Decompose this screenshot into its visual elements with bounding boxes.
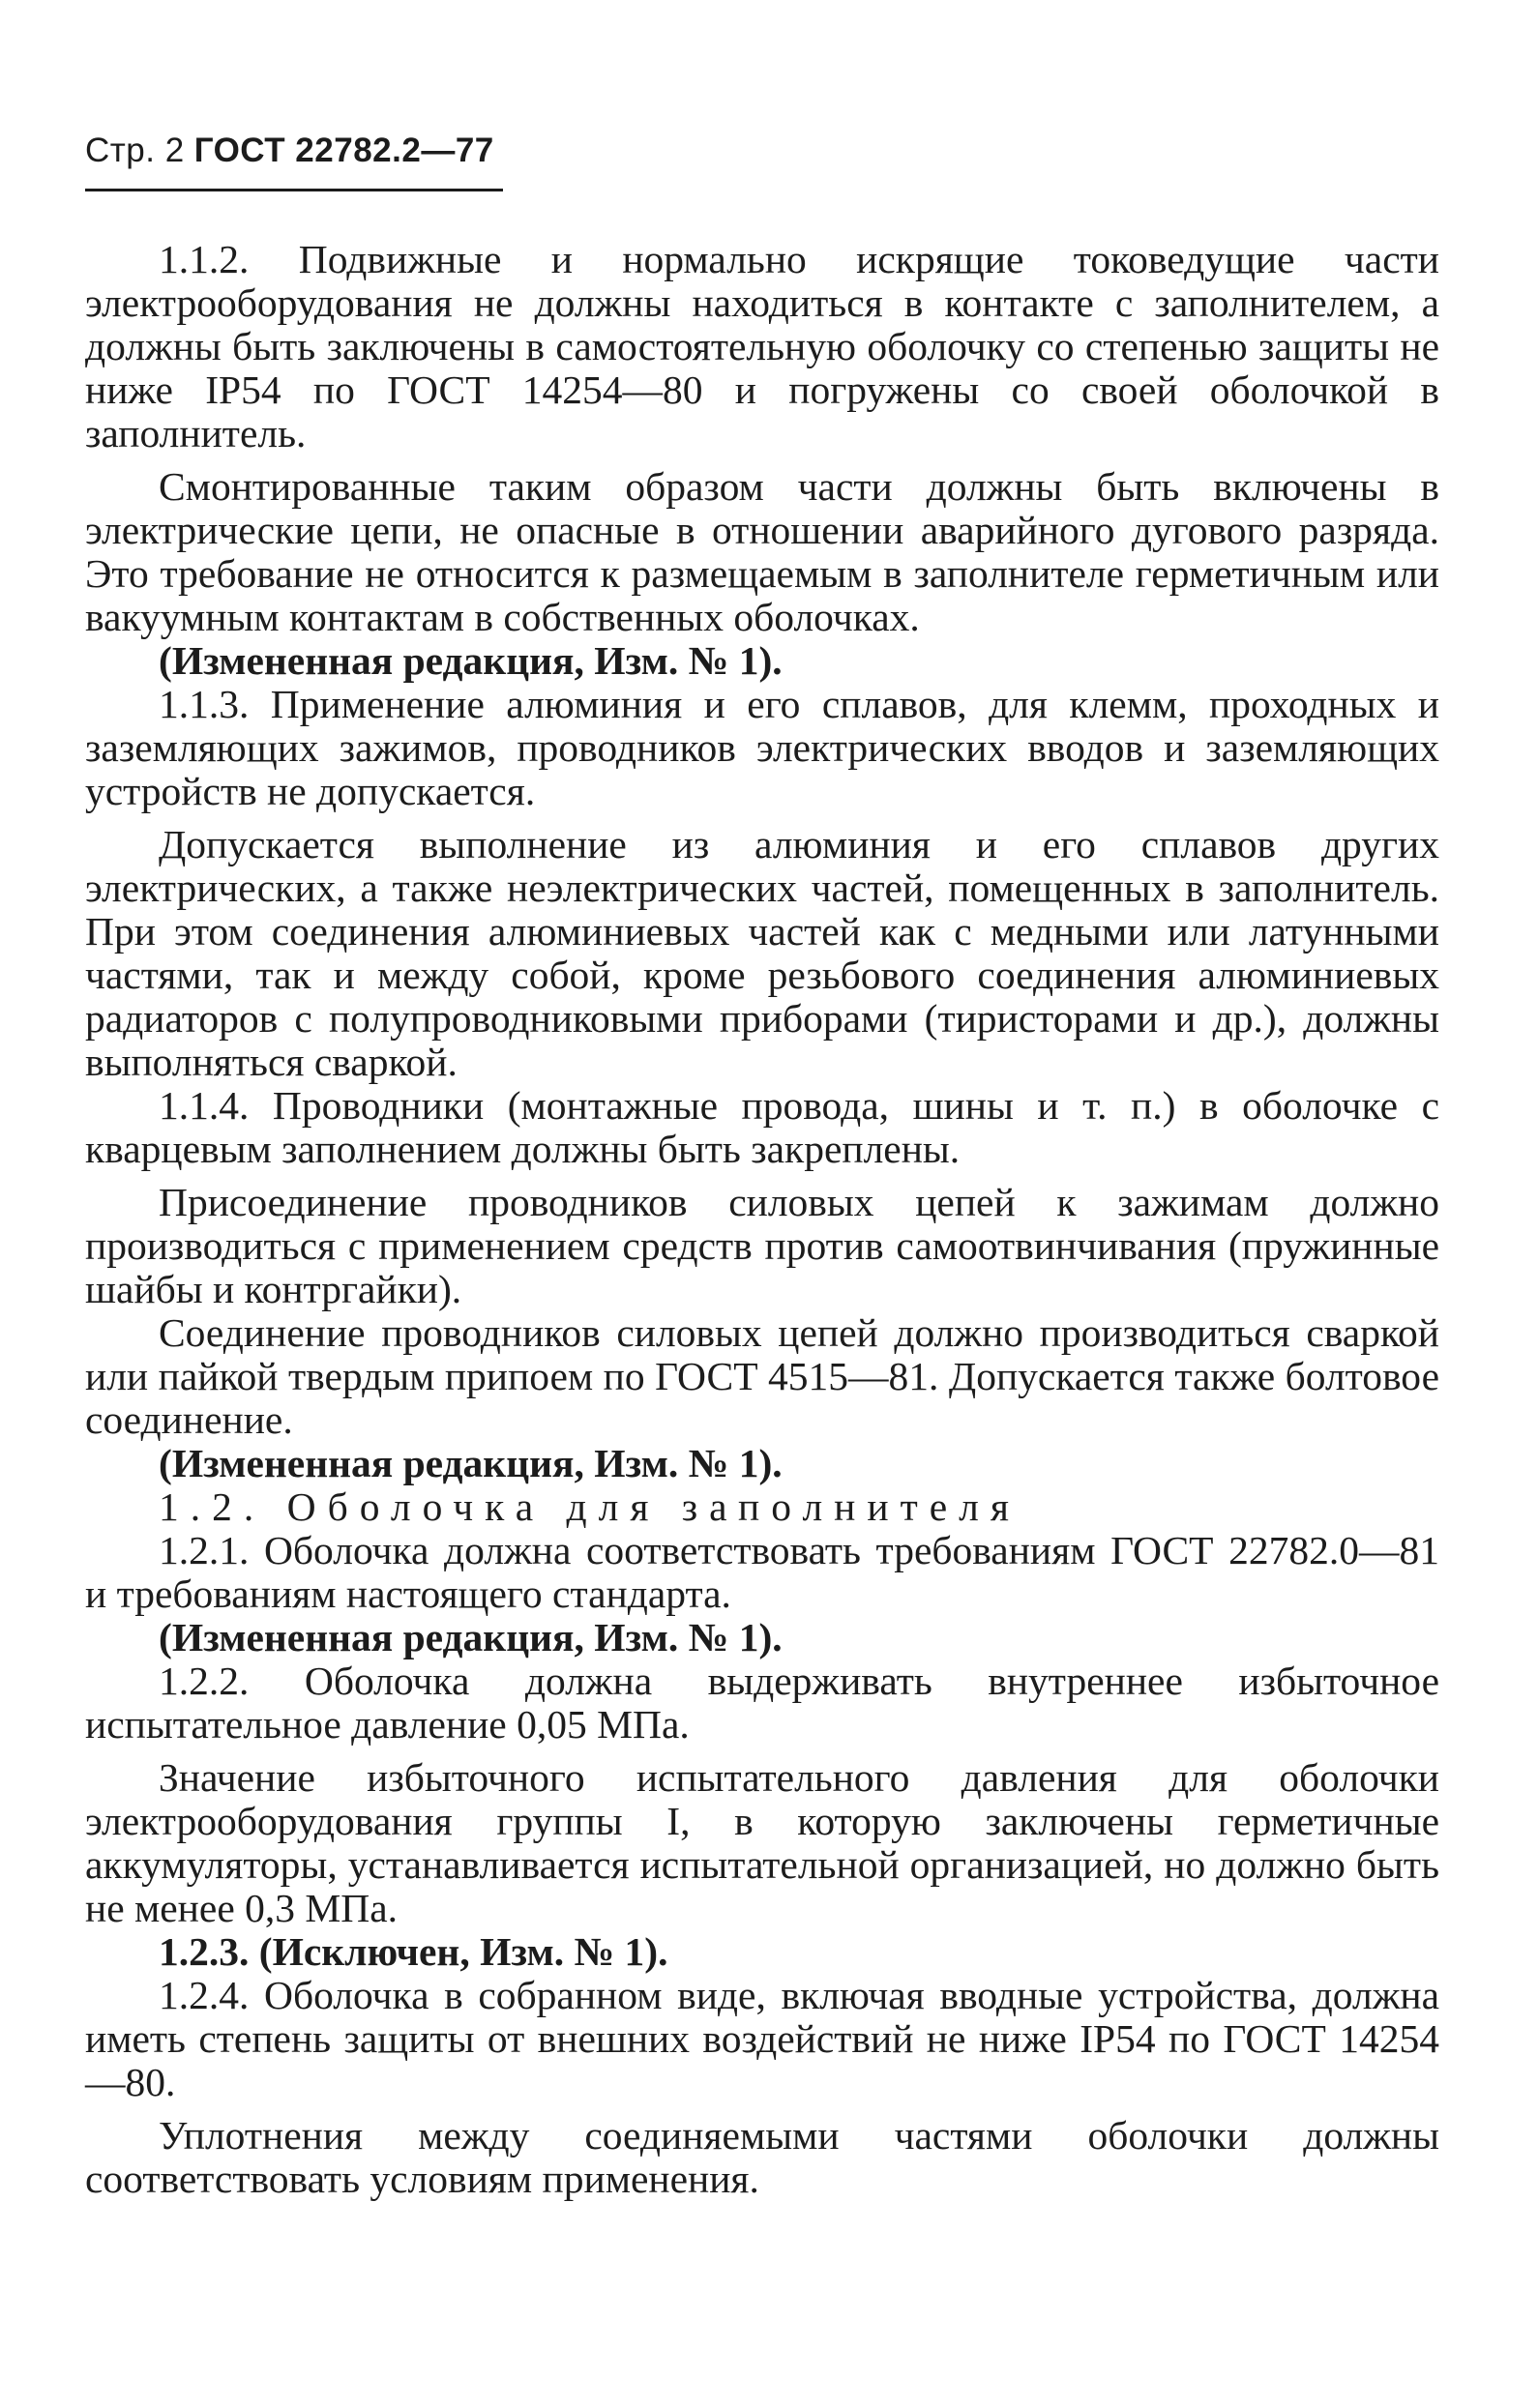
amendment-note: (Измененная редакция, Изм. № 1). — [159, 1441, 783, 1485]
amendment-note: (Измененная редакция, Изм. № 1). — [159, 1615, 783, 1659]
paragraph-1-2-4: 1.2.4. Оболочка в собранном виде, включая вводные устройства, должна иметь степень защиты от внешних воздействий не ниже IP54 по ГОСТ 14254—80. — [85, 1973, 1439, 2104]
paragraph-welding: Соединение проводников силовых цепей должно производиться сваркой или пайкой твердым припоем по ГОСТ 4515—81. Допускается также болтовое соединение. — [85, 1310, 1439, 1442]
paragraph-1-1-2: 1.1.2. Подвижные и нормально искрящие токоведущие части электрооборудования не должны находиться в контакте с заполнителем, а должны быть заключены в самостоятельную оболочку со степенью защиты не ниже IP54 по ГОСТ 14254—80 и погружены со своей оболочкой в заполнитель. — [85, 237, 1439, 455]
document-body — [85, 238, 1439, 2201]
paragraph-seals: Уплотнения между соединяемыми частями оболочки должны соответствовать условиям применения. — [85, 2113, 1439, 2201]
standard-number: ГОСТ 22782.2—77 — [193, 132, 494, 169]
amendment-note: (Измененная редакция, Изм. № 1). — [159, 638, 783, 683]
paragraph-test-pressure: Значение избыточного испытательного давления для оболочки электрооборудования группы I, в которую заключены герметичные аккумуляторы, устанавливается испытательной организацией, но должно быть не менее 0,3 МПа. — [85, 1755, 1439, 1930]
paragraph-conductor-connection: Присоединение проводников силовых цепей к зажимам должно производиться с применением средств против самоотвинчивания (пружинные шайбы и контргайки). — [85, 1180, 1439, 1311]
paragraph-aluminium-allowed: Допускается выполнение из алюминия и его сплавов других электрических, а также неэлектрических частей, помещенных в заполнитель. При этом соединения алюминиевых частей как с медными или латунными частями, так и между собой, кроме резьбового соединения алюминиевых радиаторов с полупроводниковыми приборами (тиристорами и др.), должны выполняться сваркой. — [85, 822, 1439, 1084]
section-heading-1-2: 1.2. Оболочка для заполнителя — [159, 1484, 1020, 1529]
paragraph-1-2-3: 1.2.3. (Исключен, Изм. № 1). — [159, 1929, 668, 1974]
paragraph-mounted-parts: Смонтированные таким образом части должны быть включены в электрические цепи, не опасные в отношении аварийного дугового разряда. Это требование не относится к размещаемым в заполнителе герметичным или вакуумным контактам в собственных оболочках. — [85, 464, 1439, 639]
paragraph-1-2-2: 1.2.2. Оболочка должна выдерживать внутреннее избыточное испытательное давление 0,05 МПа. — [85, 1659, 1439, 1747]
paragraph-1-1-3: 1.1.3. Применение алюминия и его сплавов, для клемм, проходных и заземляющих зажимов, проводников электрических вводов и заземляющих устройств не допускается. — [85, 682, 1439, 813]
paragraph-1-1-4: 1.1.4. Проводники (монтажные провода, шины и т. п.) в оболочке с кварцевым заполнением должны быть закреплены. — [85, 1083, 1439, 1171]
header-rule — [85, 189, 503, 191]
paragraph-1-2-1: 1.2.1. Оболочка должна соответствовать требованиям ГОСТ 22782.0—81 и требованиям настоящего стандарта. — [85, 1528, 1439, 1616]
page-header — [85, 132, 494, 170]
page-number: Стр. 2 — [85, 132, 185, 169]
